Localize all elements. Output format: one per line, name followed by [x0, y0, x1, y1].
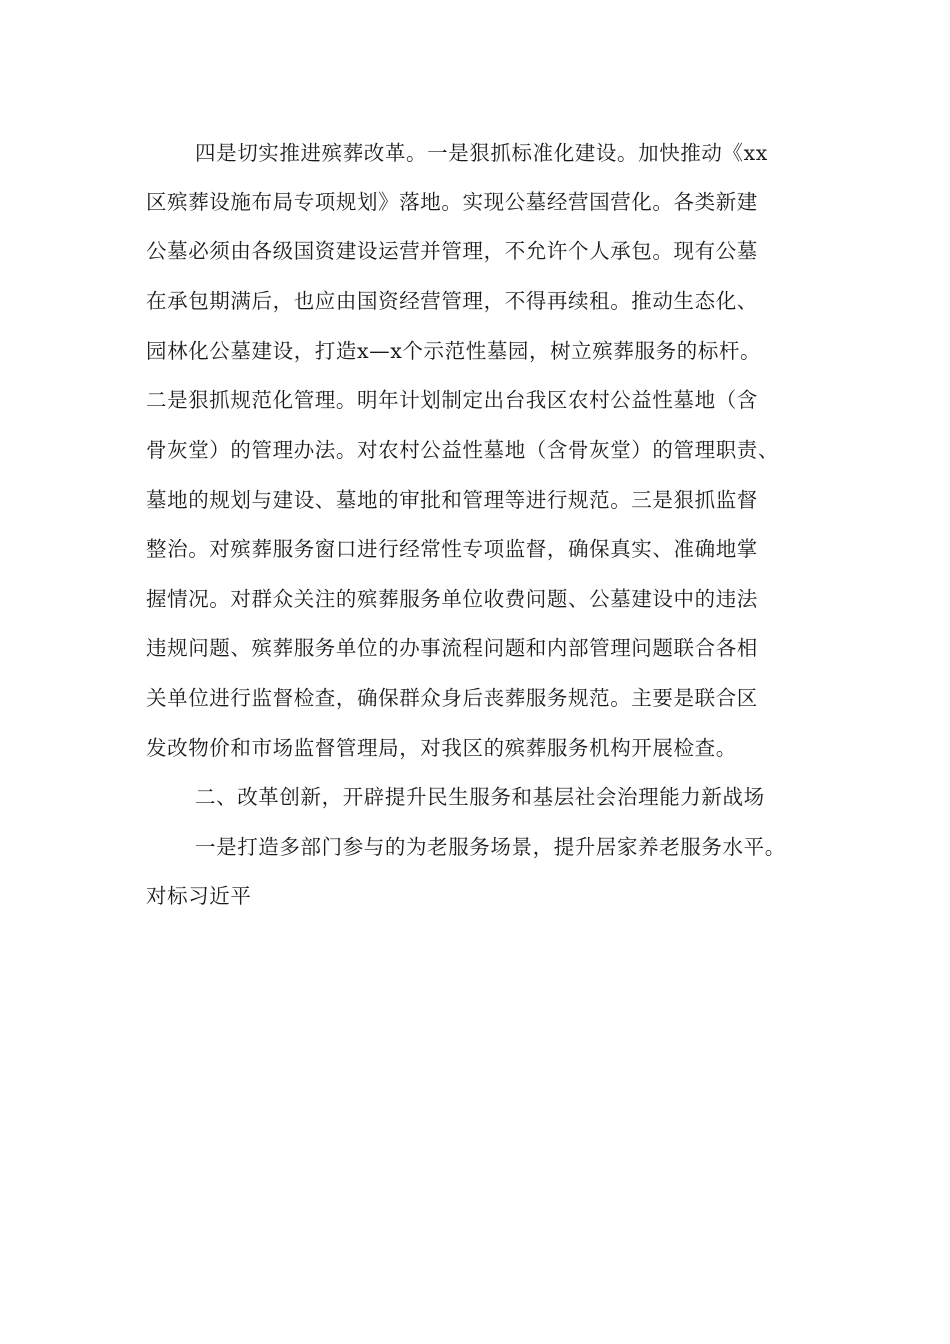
paragraph-line-4: 在承包期满后，也应由国资经营管理，不得再续租。推动生态化、: [146, 289, 758, 313]
paragraph-line-12: 关单位进行监督检查，确保群众身后丧葬服务规范。主要是联合区: [146, 686, 758, 710]
paragraph-line-5: 园林化公墓建设，打造x—x个示范性墓园，树立殡葬服务的标杆。: [146, 339, 762, 363]
paragraph-line-10: 握情况。对群众关注的殡葬服务单位收费问题、公墓建设中的违法: [146, 587, 758, 611]
section-heading: 二、改革创新，开辟提升民生服务和基层社会治理能力新战场: [195, 785, 765, 809]
paragraph-line-15: 一是打造多部门参与的为老服务场景，提升居家养老服务水平。: [195, 835, 786, 859]
paragraph-line-2: 区殡葬设施布局专项规划》落地。实现公墓经营国营化。各类新建: [146, 190, 758, 214]
paragraph-line-8: 墓地的规划与建设、墓地的审批和管理等进行规范。三是狠抓监督: [146, 488, 758, 512]
paragraph-line-16: 对标习近平: [146, 884, 252, 908]
paragraph-line-7: 骨灰堂）的管理办法。对农村公益性墓地（含骨灰堂）的管理职责、: [146, 438, 779, 462]
paragraph-line-6: 二是狠抓规范化管理。明年计划制定出台我区农村公益性墓地（含: [146, 388, 758, 412]
paragraph-line-13: 发改物价和市场监督管理局，对我区的殡葬服务机构开展检查。: [146, 736, 737, 760]
paragraph-line-9: 整治。对殡葬服务窗口进行经常性专项监督，确保真实、准确地掌: [146, 537, 758, 561]
paragraph-line-3: 公墓必须由各级国资建设运营并管理，不允许个人承包。现有公墓: [146, 239, 758, 263]
paragraph-line-1: 四是切实推进殡葬改革。一是狠抓标准化建设。加快推动《xx: [195, 141, 768, 165]
paragraph-line-11: 违规问题、殡葬服务单位的办事流程问题和内部管理问题联合各相: [146, 636, 758, 660]
